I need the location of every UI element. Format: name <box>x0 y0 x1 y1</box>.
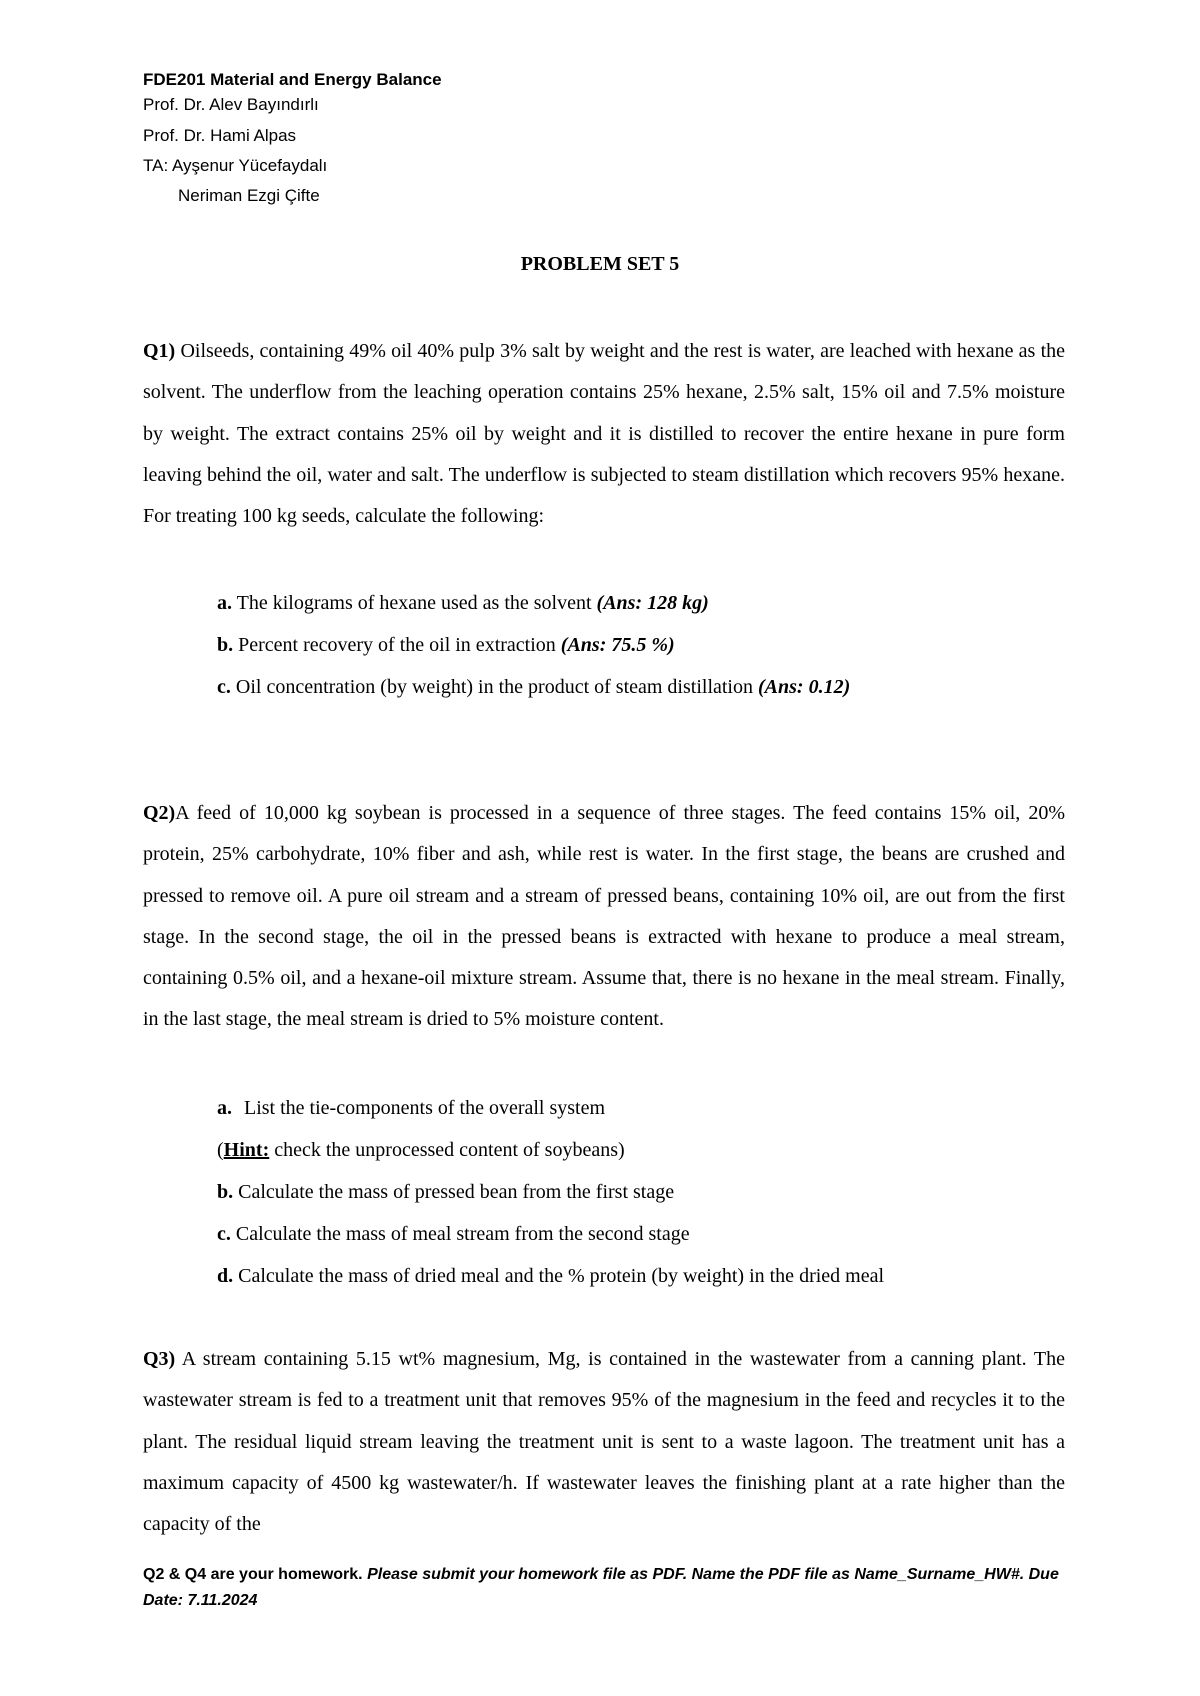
course-title: FDE201 Material and Energy Balance <box>143 70 442 89</box>
hint-label: Hint: <box>223 1139 270 1161</box>
problem-set-title: PROBLEM SET 5 <box>520 253 680 275</box>
teaching-assistant-1: TA: Ayşenur Yücefaydalı <box>143 156 328 175</box>
q2-item-b: b. Calculate the mass of pressed bean from the first stage <box>217 1181 675 1203</box>
q3-label: Q3) <box>143 1348 176 1370</box>
q1-item-b: b. Percent recovery of the oil in extraction (Ans: 75.5 %) <box>217 634 675 656</box>
q3-text: A stream containing 5.15 wt% magnesium, Mg, is contained in the wastewater from a canning plant. The wastewater stream is fed to a treatment unit that removes 95% of the magnesium in the feed and recycles it to the plant. The residual liquid stream leaving the treatment unit is sent to a waste lagoon. The treatment unit has a maximum capacity of 4500 kg wastewater/h. If wastewater leaves the finishing plant at a rate higher than the capacity of the <box>143 1348 1065 1536</box>
q2-item-a: a. List the tie-components of the overall system <box>217 1097 606 1119</box>
q1-text: Oilseeds, containing 49% oil 40% pulp 3% salt by weight and the rest is water, are leached with hexane as the solvent. The underflow from the leaching operation contains 25% hexane, 2.5% salt, 15% oil and 7.5% moisture by weight. The extract contains 25% oil by weight and it is distilled to recover the entire hexane in pure form leaving behind the oil, water and salt. The underflow is subjected to steam distillation which recovers 95% hexane. For treating 100 kg seeds, calculate the following: <box>143 340 1065 528</box>
q2-label: Q2) <box>143 802 176 824</box>
q3-paragraph <box>143 1339 1065 1545</box>
professor-1: Prof. Dr. Alev Bayındırlı <box>143 95 319 114</box>
q2-item-d: d. Calculate the mass of dried meal and the % protein (by weight) in the dried meal <box>217 1265 885 1287</box>
q1-answer-a: (Ans: 128 kg) <box>596 592 709 614</box>
q1-paragraph <box>143 331 1065 537</box>
q2-text: A feed of 10,000 kg soybean is processed in a sequence of three stages. The feed contains 15% oil, 20% protein, 25% carbohydrate, 10% fiber and ash, while rest is water. In the first stage, the beans are crushed and pressed to remove oil. A pure oil stream and a stream of pressed beans, containing 10% oil, are out from the first stage. In the second stage, the oil in the pressed beans is extracted with hexane to produce a meal stream, containing 0.5% oil, and a hexane-oil mixture stream. Assume that, there is no hexane in the meal stream. Finally, in the last stage, the meal stream is dried to 5% moisture content. <box>143 802 1065 1031</box>
homework-note: Q2 & Q4 are your homework. Please submit your homework file as PDF. Name the PDF file as Name_Surname_HW#. Due Date: 7.11.2024 <box>143 1566 1059 1609</box>
q2-paragraph <box>143 793 1065 1041</box>
q1-item-a: a. The kilograms of hexane used as the solvent (Ans: 128 kg) <box>217 592 709 614</box>
teaching-assistant-2: Neriman Ezgi Çifte <box>178 186 320 205</box>
q1-label: Q1) <box>143 340 176 362</box>
q1-item-c: c. Oil concentration (by weight) in the product of steam distillation (Ans: 0.12) <box>217 676 851 698</box>
professor-2: Prof. Dr. Hami Alpas <box>143 126 297 145</box>
q1-answer-b: (Ans: 75.5 %) <box>560 634 675 656</box>
q1-answer-c: (Ans: 0.12) <box>758 676 851 698</box>
q2-hint: (Hint: check the unprocessed content of soybeans) <box>217 1139 625 1161</box>
q2-item-c: c. Calculate the mass of meal stream from the second stage <box>217 1223 690 1245</box>
